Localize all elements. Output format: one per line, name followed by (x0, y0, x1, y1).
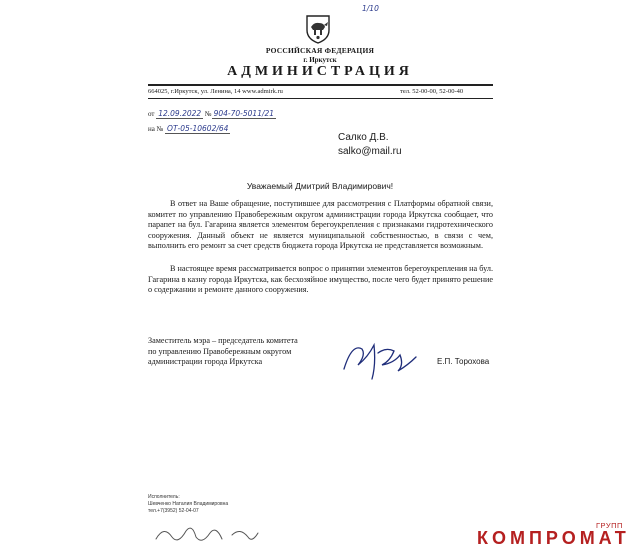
incoming-number: ОТ-05-10602/64 (167, 124, 229, 133)
position-line-1: Заместитель мэра – председатель комитета (148, 336, 298, 345)
header-rule-thin (148, 98, 493, 99)
header-rule-thick (148, 84, 493, 86)
executor-phone: тел.+7(3952) 52-04-07 (148, 508, 199, 514)
outgoing-date: 12.09.2022 (158, 109, 202, 118)
to-prefix: на № (148, 125, 164, 133)
watermark-logo: КОМПРОМАТ (477, 528, 630, 548)
federation-line: РОССИЙСКАЯ ФЕДЕРАЦИЯ (265, 46, 375, 55)
from-prefix: от (148, 110, 155, 118)
outgoing-reference (148, 109, 276, 118)
letter-greeting: Уважаемый Дмитрий Владимирович! (246, 181, 394, 191)
letter-paragraph-2: В настоящее время рассматривается вопрос о принятии элементов берегоукрепления на бул. Гагарина в казну города Иркутска, как бесхозяйное имущество, после чего будет принято решение о содержании и ремонте данного сооружения. (148, 264, 493, 294)
page-number: 1/10 (362, 4, 379, 13)
executor-label: Исполнитель: (148, 494, 180, 500)
number-prefix: № (204, 110, 212, 118)
letter-paragraph-1: В ответ на Ваше обращение, поступившее для рассмотрения с Платформы обратной связи, комитет по управлению Правобережным округом администрации города Иркутска сообщает, что парапет на бул. Гагарина является элементом берегоукрепления с признаками гидротехнического сооружения. Данный объект не является муниципальной собственностью, в связи с чем, выполнить его ремонт за счет средств бюджета города Иркутска не представляется возможным. (148, 199, 493, 250)
recipient-name: Салко Д.В. (338, 132, 389, 143)
handwritten-signature (338, 335, 420, 383)
incoming-reference (148, 124, 230, 133)
recipient-email: salko@mail.ru (338, 146, 402, 157)
executor-block (148, 494, 228, 515)
city-emblem-icon (303, 14, 333, 44)
city-line: г. Иркутск (303, 56, 337, 64)
letterhead-phone: тел. 52-00-00, 52-00-40 (400, 88, 464, 95)
executor-name: Шевченко Наталия Владимировна (148, 501, 229, 507)
position-line-2: по управлению Правобережным округом (148, 346, 292, 356)
letterhead-title: АДМИНИСТРАЦИЯ (227, 64, 413, 79)
outgoing-number: 904-70-5011/21 (213, 109, 275, 118)
signatory-name: Е.П. Торохова (437, 357, 490, 366)
letterhead-address: 664025, г.Иркутск, ул. Ленина, 14 www.admirk.ru (148, 88, 283, 95)
handwritten-note (152, 515, 262, 551)
watermark-group: ГРУПП (596, 521, 623, 530)
position-line-3: администрации города Иркутска (148, 357, 263, 366)
signatory-position (148, 336, 338, 368)
